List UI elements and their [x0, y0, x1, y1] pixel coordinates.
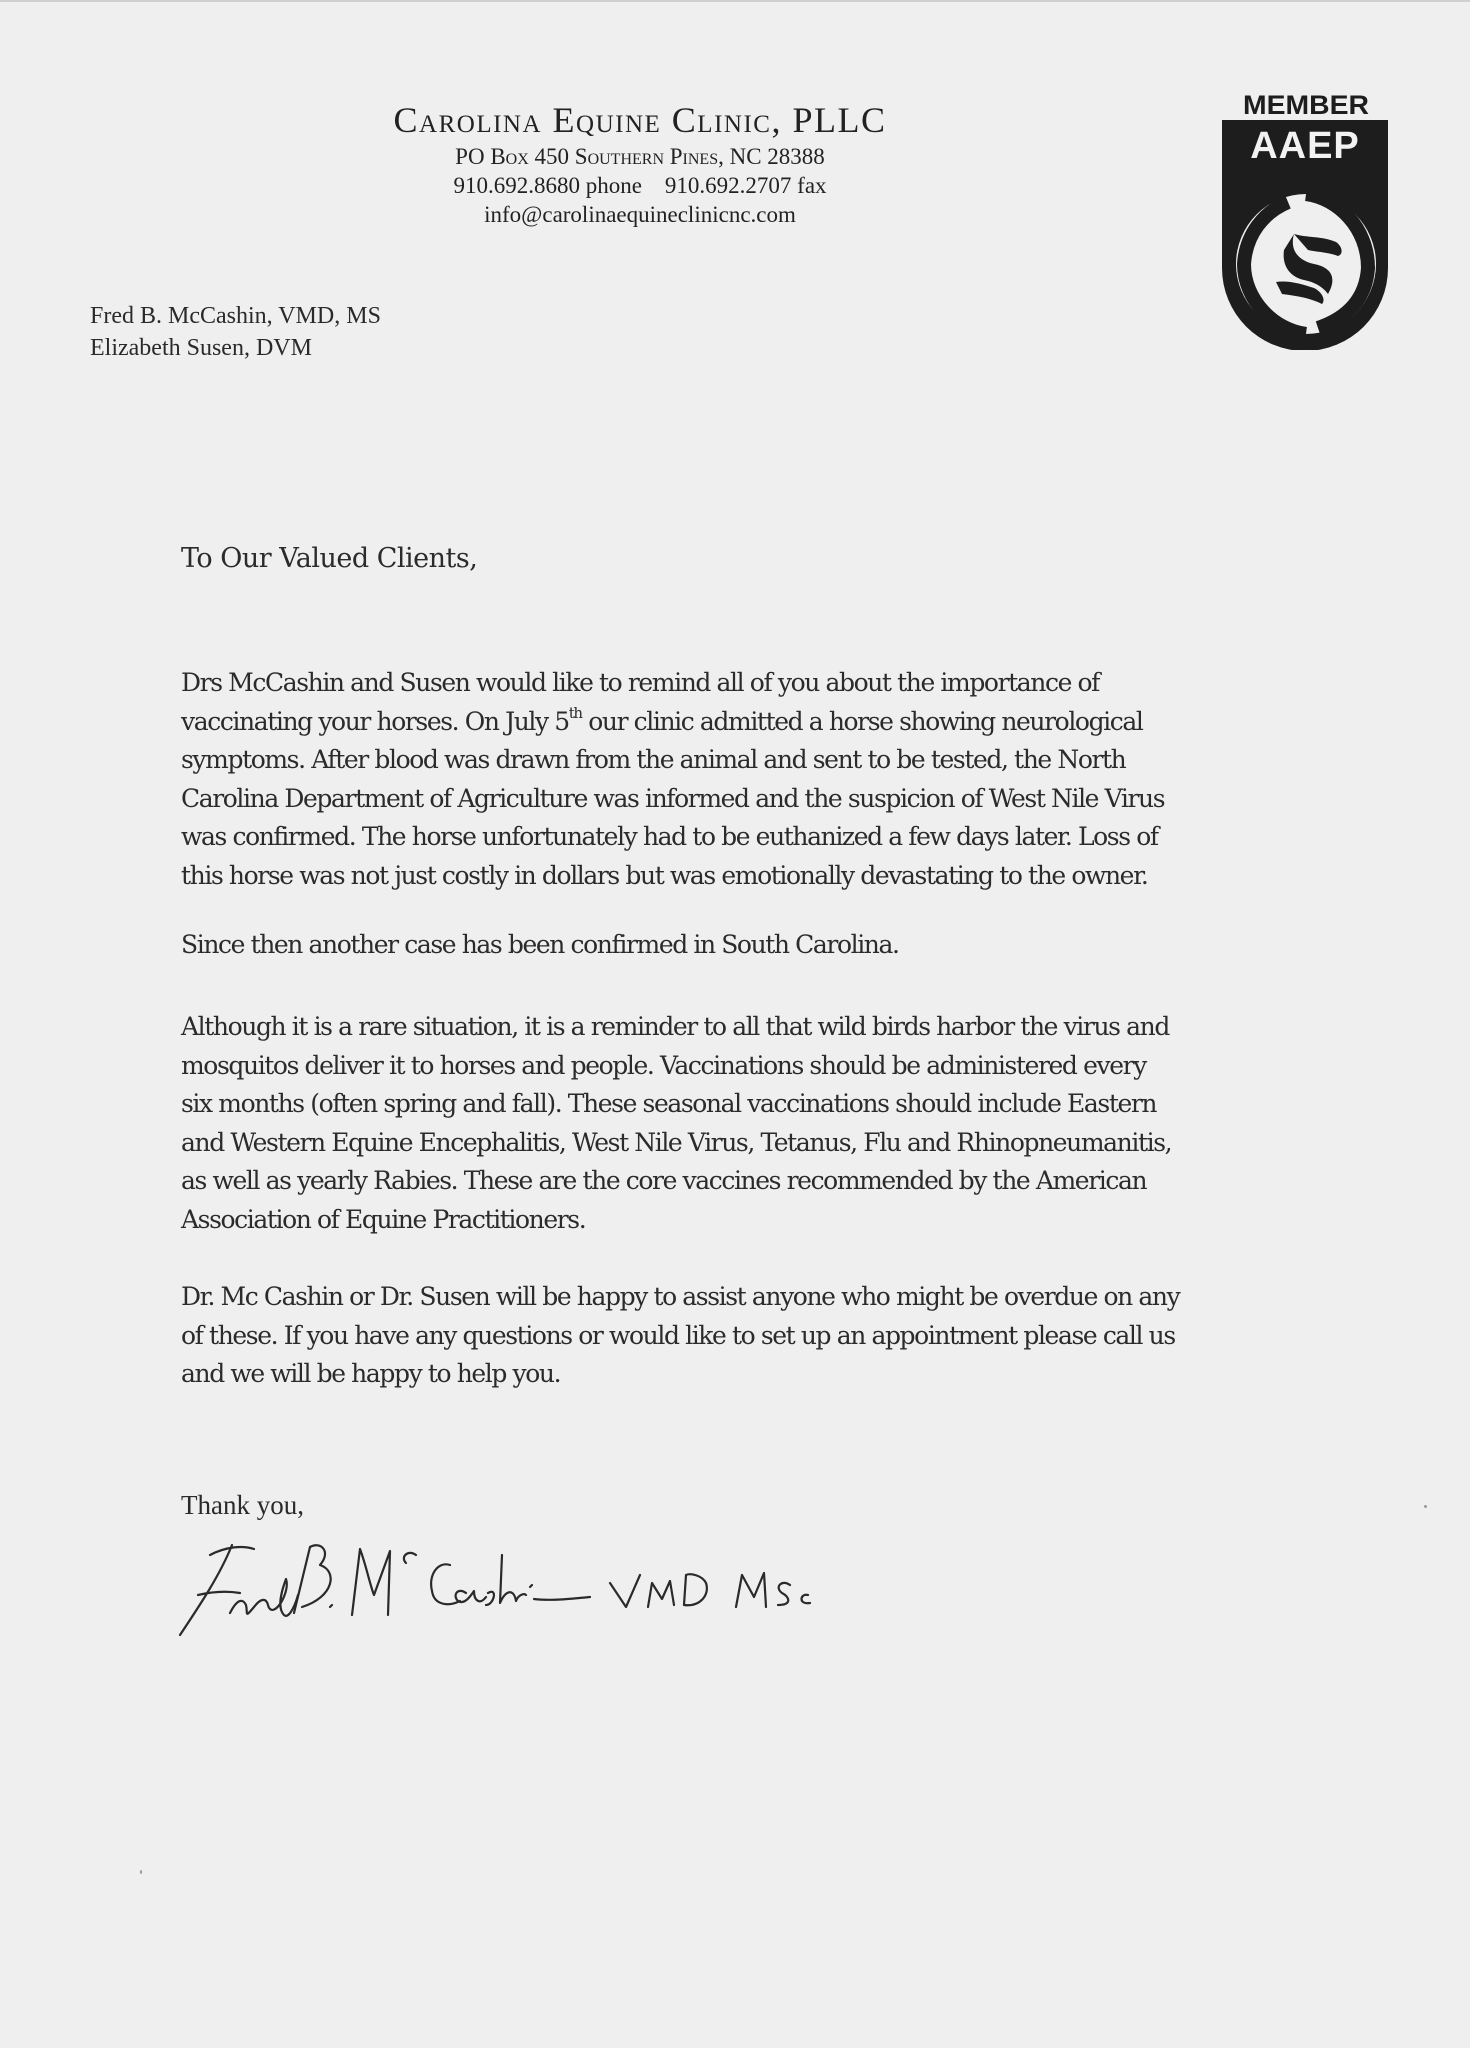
badge-aaep-text: AAEP — [1222, 120, 1388, 170]
paragraph-line: and Western Equine Encephalitis, West Nile Virus, Tetanus, Flu and Rhinopneumanitis, — [181, 1127, 1172, 1157]
doctor-name: Elizabeth Susen, DVM — [90, 335, 312, 361]
clinic-email: info@carolinaequineclinicnc.com — [484, 202, 796, 227]
doctors-list — [90, 300, 381, 364]
paragraph-line: of these. If you have any questions or would like to set up an appointment please call us — [181, 1320, 1175, 1350]
paragraph-line: Dr. Mc Cashin or Dr. Susen will be happy to assist anyone who might be overdue on any — [181, 1282, 1180, 1311]
paragraph-line: Association of Equine Practitioners. — [181, 1204, 586, 1234]
paragraph-line: and we will be happy to help you. — [181, 1359, 561, 1388]
paragraph-line: as well as yearly Rabies. These are the core vaccines recommended by the American — [181, 1166, 1147, 1195]
paragraph-line: Since then another case has been confirmed in South Carolina. — [181, 930, 899, 959]
paragraph-4 — [181, 1278, 1401, 1394]
horse-head-logo-icon — [1218, 168, 1394, 350]
clinic-name: Carolina Equine Clinic, PLLC — [393, 100, 887, 140]
paragraph-line: was confirmed. The horse unfortunately had to be euthanized a few days later. Loss of — [181, 822, 1158, 851]
superscript: th — [568, 703, 582, 722]
paragraph-line: Drs McCashin and Susen would like to remind all of you about the importance of — [181, 668, 1100, 697]
paragraph-line: six months (often spring and fall). These seasonal vaccinations should include Eastern — [181, 1089, 1157, 1118]
badge-member-text: MEMBER — [1243, 90, 1369, 120]
handwritten-signature — [170, 1535, 990, 1645]
doctor-name: Fred B. McCashin, VMD, MS — [90, 303, 381, 329]
clinic-address: PO Box 450 Southern Pines, NC 28388 — [455, 144, 825, 169]
paragraph-line: Carolina Department of Agriculture was informed and the suspicion of West Nile Virus — [181, 783, 1165, 813]
text-span: vaccinating your horses. On July 5 — [181, 706, 569, 736]
paragraph-2 — [181, 926, 1401, 965]
paragraph-line: this horse was not just costly in dollars but was emotionally devastating to the owner. — [181, 860, 1148, 890]
paragraph-line — [181, 703, 1401, 742]
greeting: To Our Valued Clients, — [181, 543, 478, 574]
page-edge — [0, 0, 1470, 2]
scan-speck — [140, 1870, 142, 1874]
letterhead — [300, 98, 980, 229]
paragraph-line: Although it is a rare situation, it is a reminder to all that wild birds harbor the virus and — [181, 1012, 1169, 1041]
clinic-phone-fax: 910.692.8680 phone 910.692.2707 fax — [453, 173, 827, 198]
paragraph-3 — [181, 1008, 1401, 1239]
paragraph-line: mosquitos deliver it to horses and people. Vaccinations should be administered every — [181, 1050, 1146, 1080]
scan-speck — [1424, 1505, 1427, 1508]
closing: Thank you, — [181, 1490, 304, 1520]
paragraph-1 — [181, 664, 1401, 895]
text-span: our clinic admitted a horse showing neurological — [581, 706, 1143, 736]
aaep-member-badge — [1218, 90, 1394, 350]
paragraph-line: symptoms. After blood was drawn from the animal and sent to be tested, the North — [181, 745, 1126, 774]
